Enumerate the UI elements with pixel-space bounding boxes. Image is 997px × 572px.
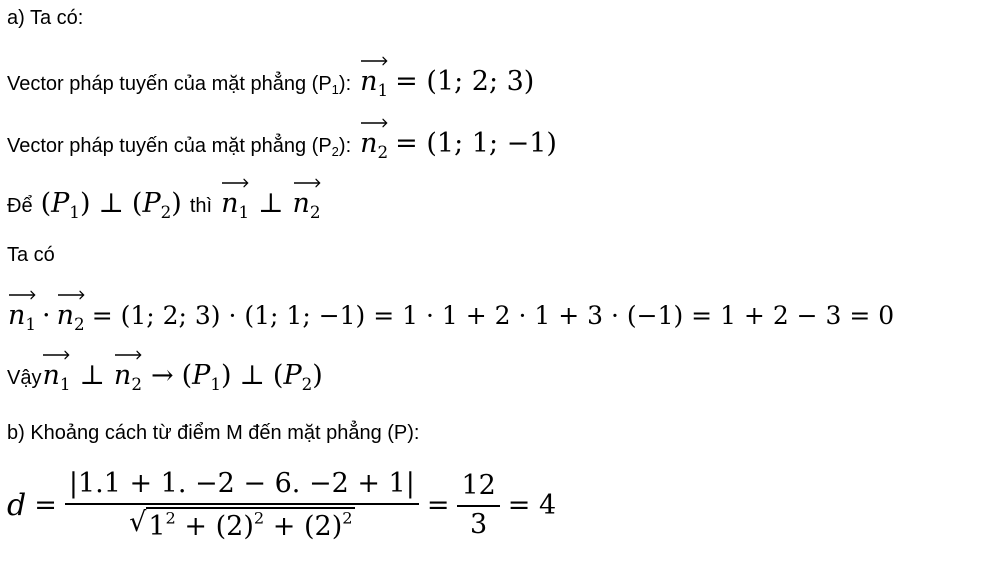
result-fraction xyxy=(457,470,499,540)
vector-arrow-icon xyxy=(43,350,70,360)
distance-numerator: |1.1 + 1. −2 − 6. −2 + 1| xyxy=(68,468,415,499)
vector-arrow-icon xyxy=(294,178,321,188)
vector-n1: $n_1$ xyxy=(8,290,36,331)
normal-vector-1-label: Vector pháp tuyến của mặt phẳng (P1): xyxy=(7,73,352,97)
normal-vector-2-symbol: $n_2$ xyxy=(360,118,388,159)
dot-product-expression: = (1; 2; 3) · (1; 1; −1) = 1 · 1 + 2 · 1 + 3 · (−1) = 1 + 2 − 3 = 0 xyxy=(91,301,895,330)
plane-p2: $(P_2)$ xyxy=(272,360,323,394)
plane-p2: $(P_2)$ xyxy=(131,188,182,222)
plane-p1: $(P_1)$ xyxy=(40,188,91,222)
ta-co-line xyxy=(7,244,55,267)
perpendicular-condition-line xyxy=(7,178,322,222)
vector-arrow-icon xyxy=(115,350,142,360)
vector-n1: $n_1$ xyxy=(42,350,70,391)
normal-vector-1-value: = (1; 2; 3) xyxy=(395,66,535,97)
result-numerator: 12 xyxy=(461,470,496,501)
conclusion-line xyxy=(7,350,323,394)
perpendicular-symbol: ⊥ xyxy=(258,188,284,219)
vector-arrow-icon xyxy=(361,56,388,66)
perpendicular-symbol: ⊥ xyxy=(98,188,124,219)
dot-product-line xyxy=(7,290,895,334)
sqrt-expression xyxy=(129,507,354,542)
result-denominator: 3 xyxy=(470,509,488,540)
normal-vector-2-value: = (1; 1; −1) xyxy=(395,128,557,159)
equals-sign: = xyxy=(34,489,57,521)
distance-fraction xyxy=(65,468,419,542)
normal-vector-1-symbol: $n_1$ xyxy=(360,56,388,97)
vector-arrow-icon xyxy=(222,178,249,188)
distance-denominator xyxy=(125,505,358,542)
vector-n2: $n_2$ xyxy=(293,178,321,219)
conclusion-word: Vậy xyxy=(7,367,42,389)
distance-variable: d xyxy=(7,487,27,523)
condition-word: Để xyxy=(7,195,33,217)
distance-formula xyxy=(7,468,556,542)
final-result: = 4 xyxy=(507,489,557,521)
equals-sign: = xyxy=(426,489,450,521)
plane-p1: $(P_1)$ xyxy=(181,360,232,394)
then-word: thì xyxy=(189,195,213,217)
part-a-heading-text: a) Ta có: xyxy=(7,7,84,29)
vector-n2: $n_2$ xyxy=(57,290,85,331)
perpendicular-symbol: ⊥ xyxy=(79,360,105,391)
sqrt-sign-icon: √ xyxy=(129,507,147,538)
vector-arrow-icon xyxy=(58,290,85,300)
perpendicular-symbol: ⊥ xyxy=(239,360,265,391)
part-b-heading-text: b) Khoảng cách từ điểm M đến mặt phẳng (P): xyxy=(7,422,420,444)
implies-arrow: → xyxy=(150,360,174,391)
vector-n1: $n_1$ xyxy=(221,178,249,219)
part-b-heading xyxy=(7,422,420,445)
vector-n2: $n_2$ xyxy=(114,350,142,391)
vector-arrow-icon xyxy=(9,290,36,300)
part-a-heading xyxy=(7,7,83,30)
normal-vector-2-label: Vector pháp tuyến của mặt phẳng (P2): xyxy=(7,135,352,159)
radicand: $1^2 + (2)^2 + (2)^2$ xyxy=(148,508,353,542)
vector-arrow-icon xyxy=(361,118,388,128)
ta-co-text: Ta có xyxy=(7,244,55,266)
normal-vector-1-line xyxy=(7,56,535,100)
normal-vector-2-line xyxy=(7,118,557,162)
dot-operator: · xyxy=(42,300,51,331)
